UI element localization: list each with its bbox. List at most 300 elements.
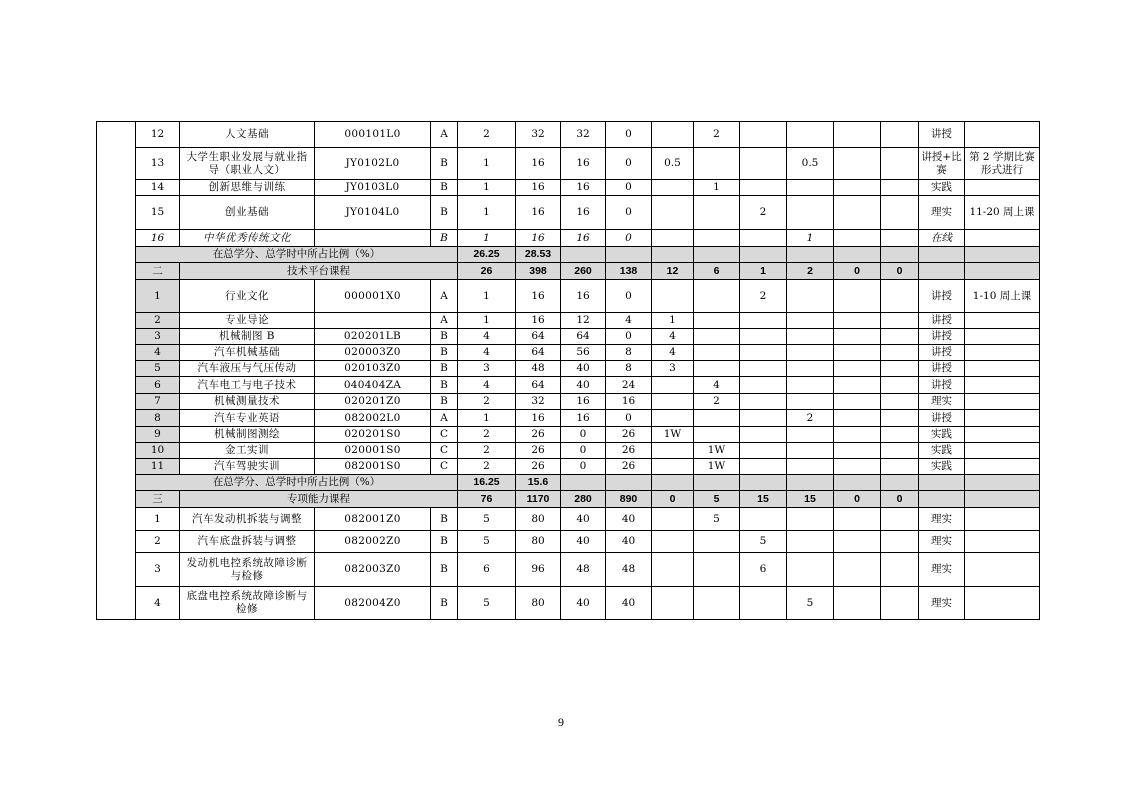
cell-note (965, 180, 1040, 196)
cell-s1: 4 (652, 329, 694, 345)
cell-method: 实践 (919, 443, 965, 459)
cell-s4 (787, 345, 834, 361)
cell-type: B (431, 394, 458, 410)
cell-s1 (652, 196, 694, 230)
section-name: 专项能力课程 (180, 491, 458, 508)
section-theory: 280 (561, 491, 606, 508)
cell-practice: 16 (606, 394, 652, 410)
cell-practice: 26 (606, 459, 652, 475)
cell-s5 (834, 531, 881, 553)
table-row (97, 122, 1040, 148)
empty-cell (740, 475, 787, 491)
ratio-hours: 28.53 (516, 247, 561, 263)
table-row (97, 508, 1040, 531)
cell-type: B (431, 531, 458, 553)
cell-s4 (787, 180, 834, 196)
empty-cell (965, 475, 1040, 491)
cell-s3: 2 (740, 196, 787, 230)
cell-method: 讲授 (919, 313, 965, 329)
cell-name: 中华优秀传统文化 (180, 230, 315, 247)
cell-s5 (834, 443, 881, 459)
cell-theory: 48 (561, 553, 606, 587)
cell-s3 (740, 148, 787, 180)
cell-s2 (694, 313, 740, 329)
empty-cell (606, 247, 652, 263)
cell-s3: 6 (740, 553, 787, 587)
cell-s5 (834, 180, 881, 196)
cell-name: 汽车电工与电子技术 (180, 377, 315, 394)
cell-s5 (834, 280, 881, 313)
cell-type: B (431, 587, 458, 620)
cell-s4 (787, 377, 834, 394)
cell-s2 (694, 410, 740, 427)
table-row (97, 329, 1040, 345)
cell-credit: 1 (458, 148, 516, 180)
empty-cell (965, 247, 1040, 263)
cell-credit: 4 (458, 345, 516, 361)
cell-s5 (834, 122, 881, 148)
cell-seq: 2 (136, 531, 180, 553)
cell-name: 大学生职业发展与就业指导（职业人文） (180, 148, 315, 180)
cell-s1 (652, 280, 694, 313)
cell-s3 (740, 345, 787, 361)
cell-s2: 4 (694, 377, 740, 394)
cell-s6 (881, 427, 919, 443)
cell-code: 082003Z0 (315, 553, 431, 587)
cell-s2: 1 (694, 180, 740, 196)
cell-s4: 5 (787, 587, 834, 620)
cell-credit: 4 (458, 329, 516, 345)
cell-seq: 4 (136, 345, 180, 361)
section-s2: 6 (694, 263, 740, 280)
empty-cell (652, 247, 694, 263)
cell-s1: 3 (652, 361, 694, 377)
cell-s6 (881, 443, 919, 459)
empty-cell (652, 475, 694, 491)
cell-s3 (740, 377, 787, 394)
cell-s5 (834, 148, 881, 180)
cell-s3 (740, 122, 787, 148)
cell-s5 (834, 361, 881, 377)
section-s4: 2 (787, 263, 834, 280)
cell-hours: 16 (516, 230, 561, 247)
section-practice: 890 (606, 491, 652, 508)
cell-method: 讲授 (919, 361, 965, 377)
cell-hours: 32 (516, 122, 561, 148)
cell-type: B (431, 377, 458, 394)
cell-code: 020201S0 (315, 427, 431, 443)
empty-cell (919, 247, 965, 263)
cell-s2: 1W (694, 459, 740, 475)
cell-code: 020201Z0 (315, 394, 431, 410)
cell-s6 (881, 313, 919, 329)
cell-s3 (740, 427, 787, 443)
cell-note (965, 230, 1040, 247)
table-row (97, 587, 1040, 620)
cell-seq: 1 (136, 280, 180, 313)
cell-type: B (431, 148, 458, 180)
cell-note (965, 122, 1040, 148)
empty-cell (881, 247, 919, 263)
cell-code: 000001X0 (315, 280, 431, 313)
section-s4: 15 (787, 491, 834, 508)
section-s3: 1 (740, 263, 787, 280)
cell-theory: 64 (561, 329, 606, 345)
cell-hours: 96 (516, 553, 561, 587)
cell-theory: 16 (561, 410, 606, 427)
cell-name: 汽车专业英语 (180, 410, 315, 427)
cell-type: A (431, 122, 458, 148)
cell-s2 (694, 329, 740, 345)
cell-s2 (694, 427, 740, 443)
cell-practice: 0 (606, 122, 652, 148)
cell-seq: 3 (136, 329, 180, 345)
cell-note (965, 553, 1040, 587)
cell-s6 (881, 180, 919, 196)
section-credit: 76 (458, 491, 516, 508)
cell-s5 (834, 196, 881, 230)
cell-theory: 40 (561, 587, 606, 620)
section-s2: 5 (694, 491, 740, 508)
cell-s6 (881, 345, 919, 361)
cell-s6 (881, 377, 919, 394)
cell-type: C (431, 459, 458, 475)
cell-s3 (740, 394, 787, 410)
cell-s6 (881, 280, 919, 313)
cell-hours: 80 (516, 531, 561, 553)
cell-code: JY0102L0 (315, 148, 431, 180)
cell-method: 理实 (919, 508, 965, 531)
cell-code: 020103Z0 (315, 361, 431, 377)
cell-s6 (881, 410, 919, 427)
cell-s6 (881, 394, 919, 410)
cell-type: B (431, 196, 458, 230)
cell-code: 020201LB (315, 329, 431, 345)
cell-s4: 1 (787, 230, 834, 247)
cell-method: 实践 (919, 427, 965, 443)
table-row (97, 345, 1040, 361)
cell-s3 (740, 508, 787, 531)
cell-code: 082002L0 (315, 410, 431, 427)
cell-s1 (652, 531, 694, 553)
cell-practice: 0 (606, 230, 652, 247)
cell-s4: 2 (787, 410, 834, 427)
section-s5: 0 (834, 263, 881, 280)
cell-credit: 1 (458, 180, 516, 196)
cell-credit: 2 (458, 427, 516, 443)
section-practice: 138 (606, 263, 652, 280)
ratio-hours: 15.6 (516, 475, 561, 491)
cell-s4 (787, 427, 834, 443)
cell-code: 000101L0 (315, 122, 431, 148)
cell-credit: 2 (458, 394, 516, 410)
cell-s2 (694, 587, 740, 620)
cell-s1 (652, 230, 694, 247)
cell-type: C (431, 427, 458, 443)
cell-practice: 26 (606, 427, 652, 443)
cell-s1 (652, 553, 694, 587)
cell-s6 (881, 553, 919, 587)
cell-s1 (652, 459, 694, 475)
cell-code: 082001Z0 (315, 508, 431, 531)
cell-s4 (787, 443, 834, 459)
cell-s1 (652, 410, 694, 427)
section-row (97, 491, 1040, 508)
cell-method: 理实 (919, 394, 965, 410)
cell-s2 (694, 361, 740, 377)
cell-seq: 12 (136, 122, 180, 148)
cell-s6 (881, 122, 919, 148)
cell-theory: 40 (561, 361, 606, 377)
section-name: 技术平台课程 (180, 263, 458, 280)
empty-cell (834, 247, 881, 263)
table-row (97, 361, 1040, 377)
cell-s1 (652, 122, 694, 148)
cell-s2: 1W (694, 443, 740, 459)
cell-seq: 1 (136, 508, 180, 531)
cell-theory: 40 (561, 377, 606, 394)
cell-note (965, 377, 1040, 394)
cell-s3 (740, 587, 787, 620)
table-row (97, 427, 1040, 443)
cell-theory: 56 (561, 345, 606, 361)
cell-practice: 0 (606, 180, 652, 196)
cell-s5 (834, 313, 881, 329)
cell-theory: 0 (561, 459, 606, 475)
cell-credit: 1 (458, 196, 516, 230)
cell-method: 讲授 (919, 329, 965, 345)
section-seq: 三 (136, 491, 180, 508)
cell-code: 020003Z0 (315, 345, 431, 361)
cell-note (965, 459, 1040, 475)
table-row (97, 313, 1040, 329)
section-seq: 二 (136, 263, 180, 280)
cell-note (965, 587, 1040, 620)
cell-s2: 5 (694, 508, 740, 531)
cell-s2 (694, 230, 740, 247)
cell-name: 人文基础 (180, 122, 315, 148)
cell-seq: 16 (136, 230, 180, 247)
cell-seq: 3 (136, 553, 180, 587)
cell-note (965, 361, 1040, 377)
cell-seq: 4 (136, 587, 180, 620)
cell-theory: 40 (561, 531, 606, 553)
cell-note: 第 2 学期比赛形式进行 (965, 148, 1040, 180)
cell-s5 (834, 230, 881, 247)
cell-name: 汽车发动机拆装与调整 (180, 508, 315, 531)
cell-theory: 0 (561, 443, 606, 459)
cell-type: A (431, 410, 458, 427)
table-row (97, 443, 1040, 459)
cell-credit: 6 (458, 553, 516, 587)
section-s1: 0 (652, 491, 694, 508)
cell-s4 (787, 459, 834, 475)
table-row (97, 394, 1040, 410)
cell-type: B (431, 230, 458, 247)
cell-s4 (787, 196, 834, 230)
cell-s5 (834, 553, 881, 587)
cell-code: JY0103L0 (315, 180, 431, 196)
cell-s3 (740, 180, 787, 196)
cell-s4 (787, 553, 834, 587)
cell-s1: 4 (652, 345, 694, 361)
cell-s5 (834, 377, 881, 394)
cell-method: 讲授 (919, 345, 965, 361)
cell-s4 (787, 531, 834, 553)
ratio-label: 在总学分、总学时中所占比例（%） (136, 247, 458, 263)
cell-s5 (834, 410, 881, 427)
cell-s4 (787, 313, 834, 329)
cell-name: 行业文化 (180, 280, 315, 313)
empty-cell (787, 475, 834, 491)
cell-code (315, 313, 431, 329)
cell-seq: 15 (136, 196, 180, 230)
cell-s1 (652, 443, 694, 459)
cell-note (965, 410, 1040, 427)
table-row (97, 230, 1040, 247)
cell-practice: 40 (606, 587, 652, 620)
cell-hours: 64 (516, 329, 561, 345)
cell-hours: 32 (516, 394, 561, 410)
empty-cell (919, 475, 965, 491)
ratio-credit: 16.25 (458, 475, 516, 491)
cell-hours: 64 (516, 345, 561, 361)
ratio-row (97, 247, 1040, 263)
cell-method: 理实 (919, 587, 965, 620)
section-row (97, 263, 1040, 280)
cell-s6 (881, 148, 919, 180)
cell-seq: 9 (136, 427, 180, 443)
section-theory: 260 (561, 263, 606, 280)
ratio-label: 在总学分、总学时中所占比例（%） (136, 475, 458, 491)
cell-note (965, 443, 1040, 459)
cell-s3 (740, 443, 787, 459)
cell-s2: 2 (694, 122, 740, 148)
cell-theory: 40 (561, 508, 606, 531)
empty-cell (965, 263, 1040, 280)
cell-practice: 0 (606, 280, 652, 313)
empty-cell (919, 263, 965, 280)
cell-s2 (694, 148, 740, 180)
cell-s4 (787, 394, 834, 410)
cell-practice: 26 (606, 443, 652, 459)
cell-s6 (881, 459, 919, 475)
cell-method: 实践 (919, 180, 965, 196)
table-row (97, 180, 1040, 196)
cell-type: B (431, 329, 458, 345)
cell-type: A (431, 280, 458, 313)
cell-s5 (834, 394, 881, 410)
cell-s4 (787, 508, 834, 531)
cell-credit: 5 (458, 587, 516, 620)
cell-s3 (740, 410, 787, 427)
cell-s1: 1W (652, 427, 694, 443)
cell-credit: 3 (458, 361, 516, 377)
cell-method: 讲授 (919, 280, 965, 313)
page-number: 9 (558, 715, 564, 729)
curriculum-table (96, 121, 1040, 620)
cell-note (965, 313, 1040, 329)
cell-code: 082004Z0 (315, 587, 431, 620)
cell-note (965, 427, 1040, 443)
cell-name: 底盘电控系统故障诊断与检修 (180, 587, 315, 620)
cell-practice: 8 (606, 361, 652, 377)
cell-hours: 26 (516, 427, 561, 443)
cell-s1 (652, 377, 694, 394)
cell-method: 讲授 (919, 410, 965, 427)
cell-s6 (881, 329, 919, 345)
cell-name: 创业基础 (180, 196, 315, 230)
section-credit: 26 (458, 263, 516, 280)
cell-name: 汽车机械基础 (180, 345, 315, 361)
cell-credit: 2 (458, 122, 516, 148)
cell-type: A (431, 313, 458, 329)
cell-seq: 5 (136, 361, 180, 377)
cell-s1 (652, 587, 694, 620)
table-row (97, 459, 1040, 475)
cell-hours: 16 (516, 280, 561, 313)
cell-s2 (694, 196, 740, 230)
cell-name: 汽车液压与气压传动 (180, 361, 315, 377)
cell-theory: 0 (561, 427, 606, 443)
cell-hours: 80 (516, 587, 561, 620)
cell-s3: 5 (740, 531, 787, 553)
cell-type: B (431, 345, 458, 361)
cell-hours: 26 (516, 443, 561, 459)
cell-theory: 16 (561, 230, 606, 247)
cell-practice: 40 (606, 508, 652, 531)
cell-code: 082001S0 (315, 459, 431, 475)
cell-name: 创新思维与训练 (180, 180, 315, 196)
cell-type: C (431, 443, 458, 459)
empty-cell (561, 247, 606, 263)
cell-seq: 7 (136, 394, 180, 410)
cell-practice: 48 (606, 553, 652, 587)
cell-s6 (881, 361, 919, 377)
cell-note (965, 345, 1040, 361)
cell-practice: 8 (606, 345, 652, 361)
empty-cell (834, 475, 881, 491)
cell-hours: 16 (516, 196, 561, 230)
empty-cell (694, 247, 740, 263)
cell-s5 (834, 459, 881, 475)
cell-s6 (881, 508, 919, 531)
cell-practice: 0 (606, 148, 652, 180)
cell-name: 发动机电控系统故障诊断与检修 (180, 553, 315, 587)
cell-hours: 16 (516, 148, 561, 180)
cell-s1 (652, 394, 694, 410)
cell-method: 讲授 (919, 122, 965, 148)
cell-s6 (881, 587, 919, 620)
cell-theory: 16 (561, 196, 606, 230)
cell-s2 (694, 553, 740, 587)
cell-theory: 12 (561, 313, 606, 329)
cell-seq: 8 (136, 410, 180, 427)
cell-s6 (881, 230, 919, 247)
cell-s3: 2 (740, 280, 787, 313)
section-s5: 0 (834, 491, 881, 508)
cell-type: B (431, 553, 458, 587)
cell-theory: 16 (561, 180, 606, 196)
cell-s2: 2 (694, 394, 740, 410)
cell-note (965, 394, 1040, 410)
cell-hours: 80 (516, 508, 561, 531)
cell-s3 (740, 313, 787, 329)
cell-method: 理实 (919, 531, 965, 553)
cell-method: 理实 (919, 553, 965, 587)
cell-name: 机械制图 B (180, 329, 315, 345)
cell-hours: 16 (516, 410, 561, 427)
